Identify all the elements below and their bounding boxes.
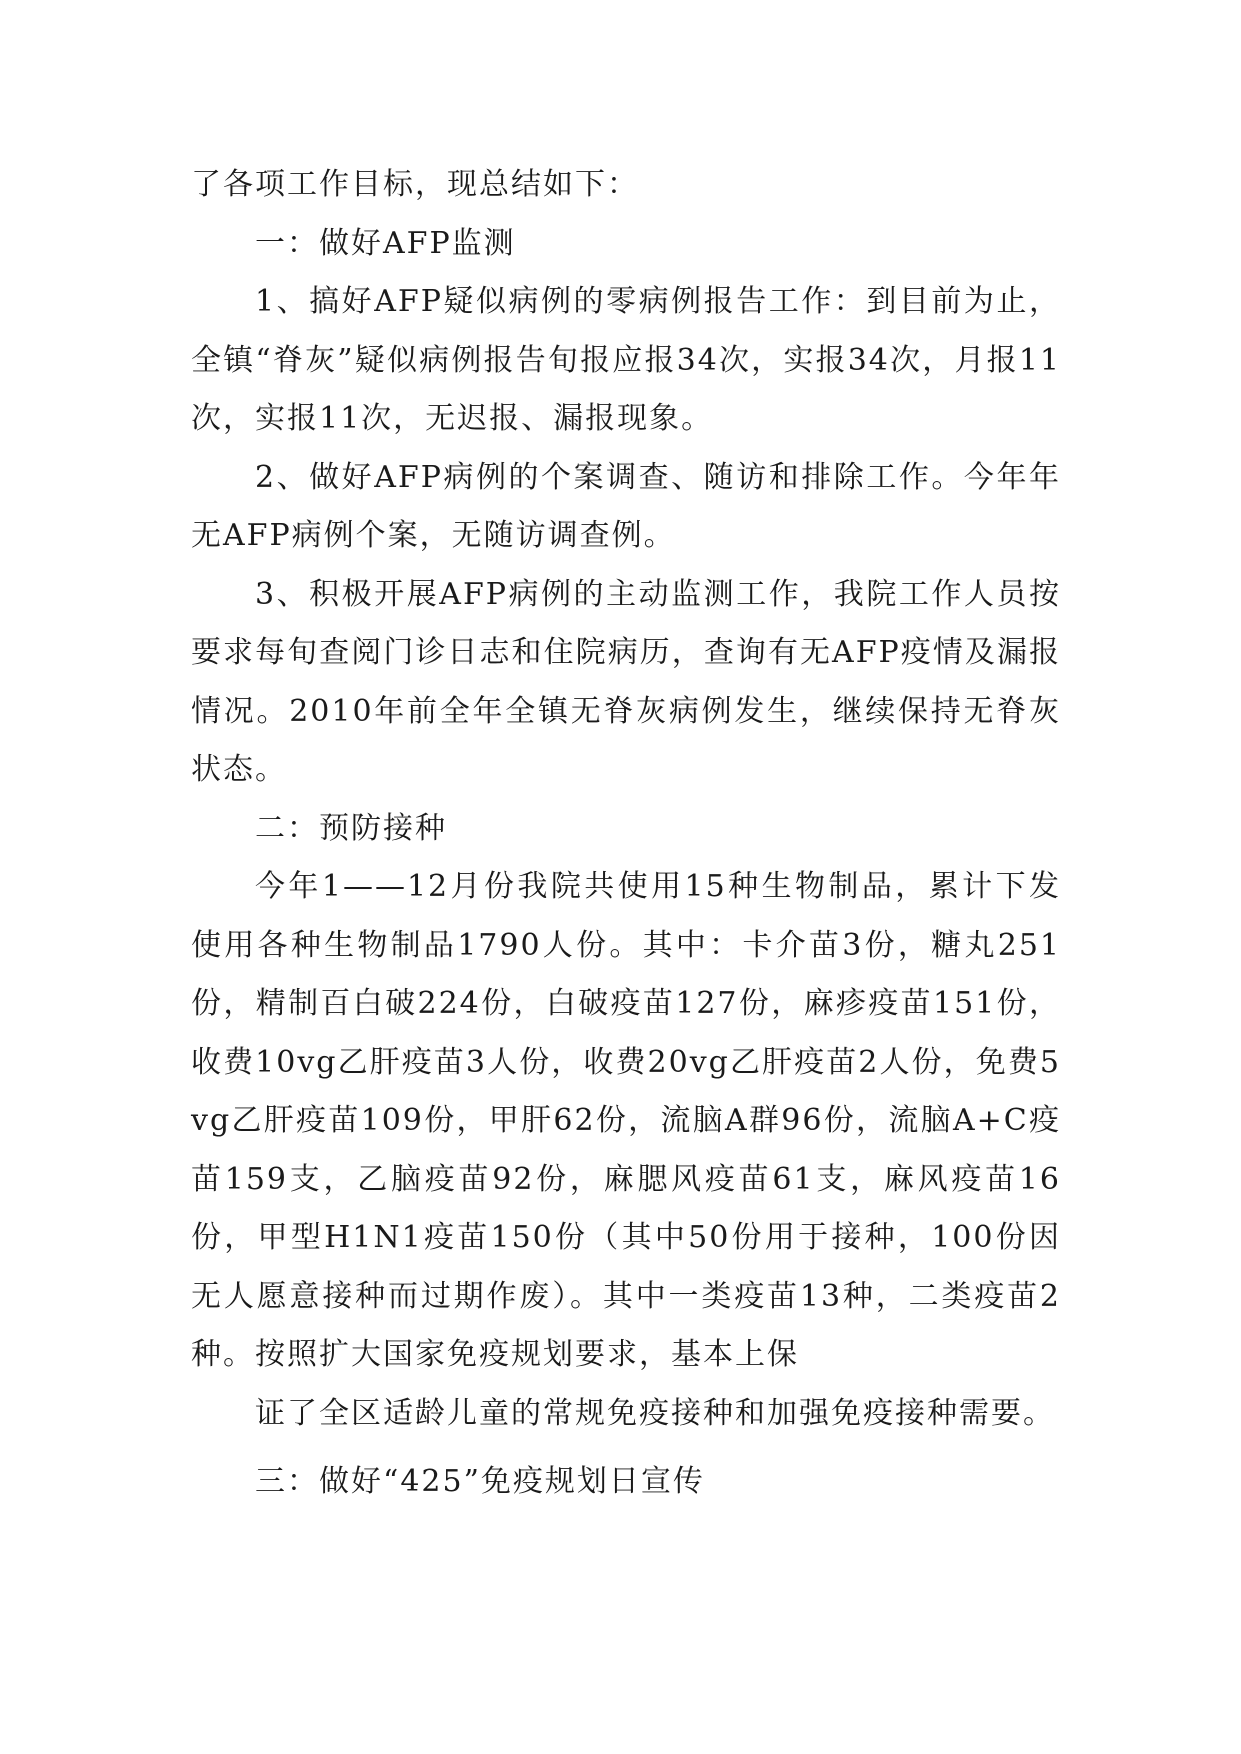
section-heading-immunization-day: 三：做好“425”免疫规划日宣传	[255, 1464, 705, 1499]
paragraph-afp-zero-report: 1、搞好AFP疑似病例的零病例报告工作：到目前为止，全镇“脊灰”疑似病例报告旬报应报34次，实报34次，月报11次，实报11次，无迟报、漏报现象。	[191, 284, 1061, 436]
section-heading-afp-monitoring: 一：做好AFP监测	[255, 225, 516, 261]
paragraph-intro-continuation: 了各项工作目标，现总结如下：	[191, 167, 639, 202]
paragraph-afp-active-monitoring: 3、积极开展AFP病例的主动监测工作，我院工作人员按要求每旬查阅门诊日志和住院病历，查询有无AFP疫情及漏报情况。2010年前全年全镇无脊灰病例发生，继续保持无脊灰状态。	[191, 576, 1061, 787]
document-body	[191, 156, 1061, 1512]
paragraph-vaccination-details: 今年1——12月份我院共使用15种生物制品，累计下发使用各种生物制品1790人份。其中：卡介苗3份，糖丸251份，精制百白破224份，白破疫苗127份，麻疹疫苗151份，收费10vg乙肝疫苗3人份，收费20vg乙肝疫苗2人份，免费5vg乙肝疫苗109份，甲肝62份，流脑A群96份，流脑A+C疫苗159支，乙脑疫苗92份，麻腮风疫苗61支，麻风疫苗16份，甲型H1N1疫苗150份（其中50份用于接种，100份因无人愿意接种而过期作废）。其中一类疫苗13种，二类疫苗2种。按照扩大国家免疫规划要求，基本上保	[191, 869, 1061, 1372]
paragraph-vaccination-continuation: 证了全区适龄儿童的常规免疫接种和加强免疫接种需要。	[255, 1395, 1055, 1431]
paragraph-afp-case-investigation: 2、做好AFP病例的个案调查、随访和排除工作。今年年无AFP病例个案，无随访调查例。	[191, 459, 1061, 553]
section-heading-vaccination: 二：预防接种	[255, 810, 447, 846]
